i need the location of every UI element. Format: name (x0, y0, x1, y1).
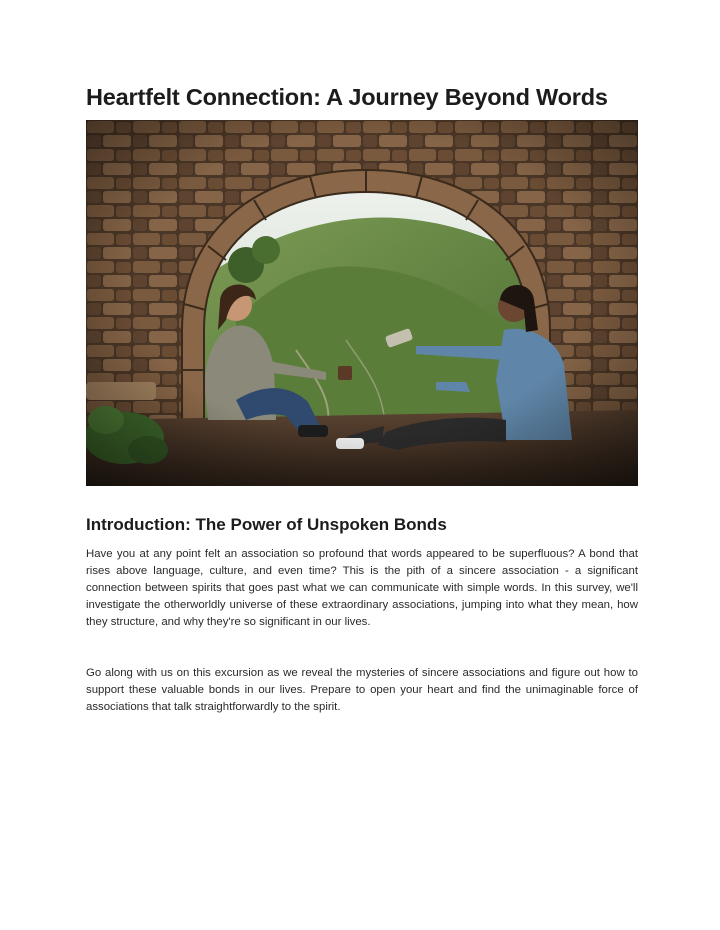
paragraph-introduction: Have you at any point felt an association so profound that words appeared to be superfluous? A bond that rises above language, culture, and even time? This is the pith of a sincere association - a significant connection between spirits that goes past what we can communicate with simple words. In this survey, we'll investigate the otherworldly universe of these extraordinary associations, jumping into what they mean, how they structure, and why they're so significant in our lives. (86, 548, 638, 628)
section-heading-introduction: Introduction: The Power of Unspoken Bonds (86, 515, 447, 534)
page-title: Heartfelt Connection: A Journey Beyond Words (86, 84, 608, 110)
paragraph-invitation: Go along with us on this excursion as we reveal the mysteries of sincere associations and figure out how to support these valuable bonds in our lives. Prepare to open your heart and find the unimaginable force of associations that talk straightforwardly to the spirit. (86, 667, 638, 713)
hero-image (86, 120, 638, 486)
hero-illustration (86, 120, 638, 486)
